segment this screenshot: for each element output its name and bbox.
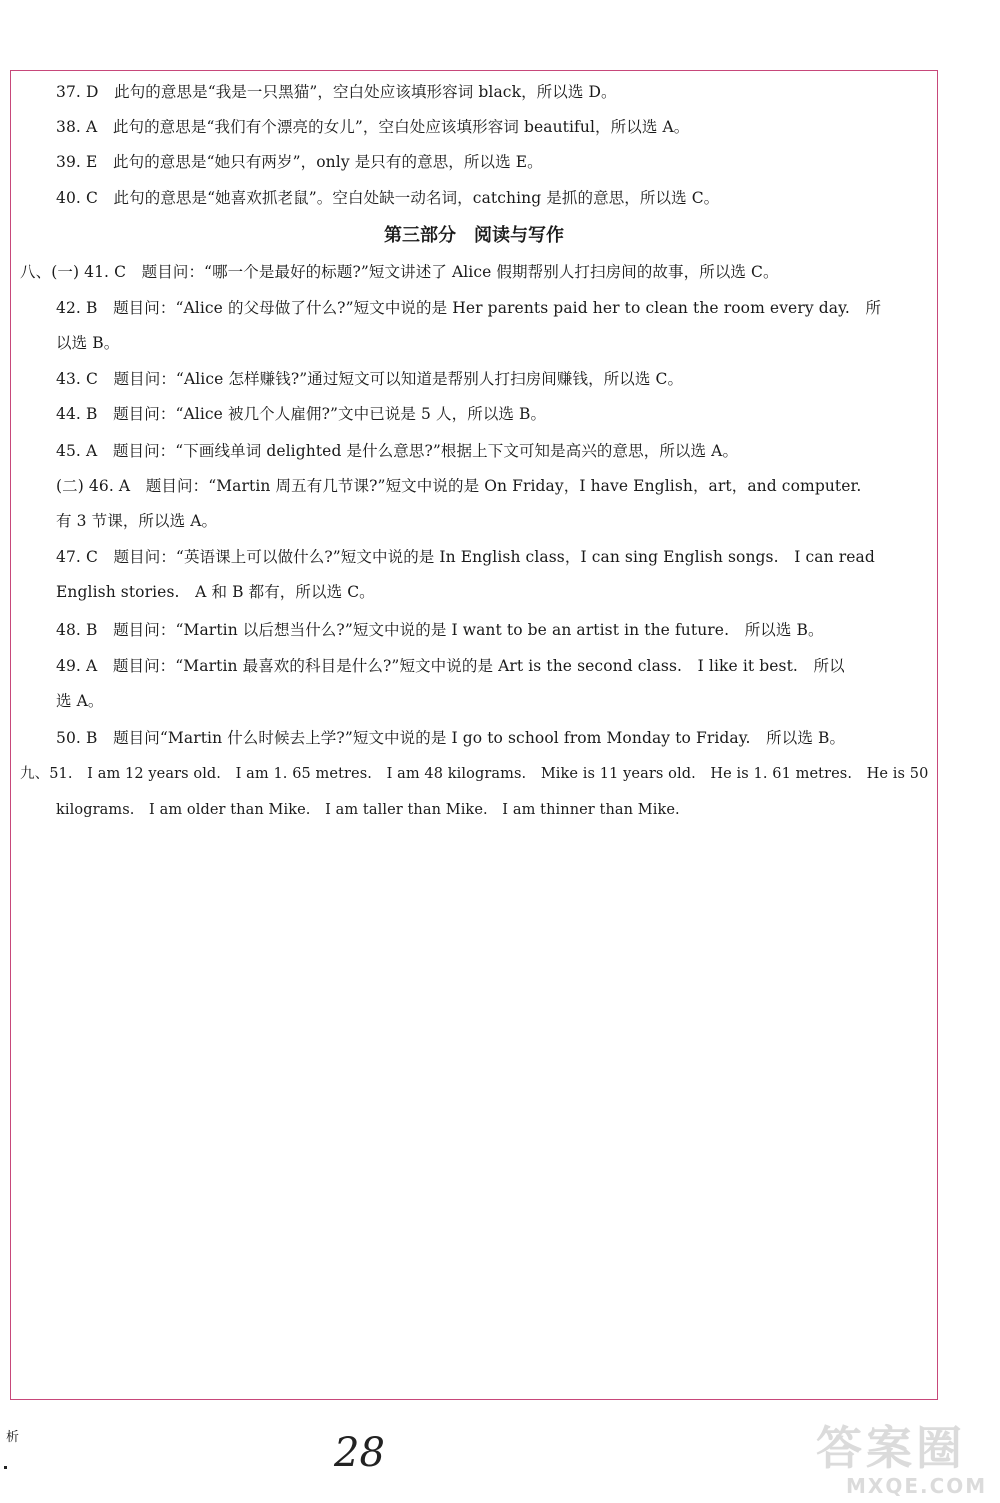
watermark-url: MXQE.COM: [846, 1474, 988, 1498]
answer-44: 44. B 题目问：“Alice 被几个人雇佣?”文中已说是 5 人，所以选 B。: [56, 405, 547, 423]
answer-46-continued: 有 3 节课，所以选 A。: [56, 512, 218, 530]
answer-46: (二) 46. A 题目问：“Martin 周五有几节课?”短文中说的是 On Friday，I have English，art，and computer.: [56, 477, 862, 495]
answer-49-continued: 选 A。: [56, 692, 104, 710]
answer-39: 39. E 此句的意思是“她只有两岁”，only 是只有的意思，所以选 E。: [56, 153, 543, 171]
answer-49: 49. A 题目问：“Martin 最喜欢的科目是什么?”短文中说的是 Art is the second class. I like it best. 所以: [56, 657, 845, 675]
footer-mark: [4, 1466, 7, 1469]
answer-47: 47. C 题目问：“英语课上可以做什么?”短文中说的是 In English class，I can sing English songs. I can read: [56, 548, 875, 566]
answer-37: 37. D 此句的意思是“我是一只黑猫”，空白处应该填形容词 black，所以选 D。: [56, 83, 617, 101]
answer-42: 42. B 题目问：“Alice 的父母做了什么?”短文中说的是 Her parents paid her to clean the room every day. 所: [56, 299, 882, 317]
footer-side-label: 析: [6, 1430, 20, 1445]
watermark-title: 答案圈: [816, 1421, 966, 1475]
handwritten-page-number: [330, 1428, 400, 1474]
answer-47-continued: English stories. A 和 B 都有，所以选 C。: [56, 583, 375, 601]
answer-41: 八、(一) 41. C 题目问：“哪一个是最好的标题?”短文讲述了 Alice 假期帮别人打扫房间的故事，所以选 C。: [20, 263, 779, 281]
answer-40: 40. C 此句的意思是“她喜欢抓老鼠”。空白处缺一动名词，catching 是抓的意思，所以选 C。: [56, 189, 720, 207]
section-heading: 第三部分 阅读与写作: [384, 225, 564, 246]
answer-50: 50. B 题目问“Martin 什么时候去上学?”短文中说的是 I go to school from Monday to Friday. 所以选 B。: [56, 729, 846, 747]
answer-42-continued: 以选 B。: [56, 334, 120, 352]
answer-45: 45. A 题目问：“下画线单词 delighted 是什么意思?”根据上下文可知是高兴的意思，所以选 A。: [56, 442, 739, 460]
answer-43: 43. C 题目问：“Alice 怎样赚钱?”通过短文可以知道是帮别人打扫房间赚钱，所以选 C。: [56, 370, 684, 388]
answer-51-continued: kilograms. I am older than Mike. I am taller than Mike. I am thinner than Mike.: [56, 802, 680, 818]
answer-51: 九、51. I am 12 years old. I am 1. 65 metres. I am 48 kilograms. Mike is 11 years old. He is 1. 61 metres. He is 50: [20, 766, 929, 782]
answer-38: 38. A 此句的意思是“我们有个漂亮的女儿”，空白处应该填形容词 beautiful，所以选 A。: [56, 118, 690, 136]
watermark-logo: [780, 1412, 990, 1500]
page-number-text: 28: [334, 1430, 385, 1474]
answer-48: 48. B 题目问：“Martin 以后想当什么?”短文中说的是 I want to be an artist in the future. 所以选 B。: [56, 621, 824, 639]
